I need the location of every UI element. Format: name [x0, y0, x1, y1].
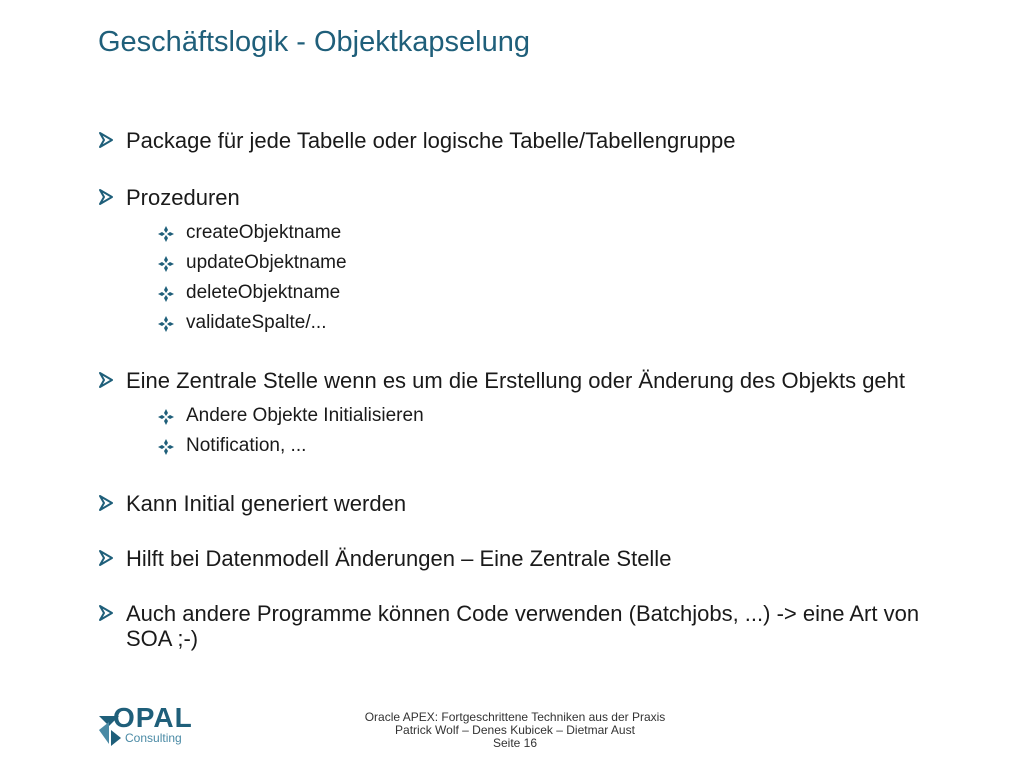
sub-bullet-text: createObjektname: [186, 222, 342, 243]
arrow-bullet-icon: [98, 371, 114, 389]
diamond-bullet-icon: [158, 256, 174, 272]
sub-bullet-text: Andere Objekte Initialisieren: [186, 405, 424, 426]
opal-consulting-logo: [97, 704, 197, 748]
bullet-text: Eine Zentrale Stelle wenn es um die Erstellung oder Änderung des Objekts geht: [126, 368, 906, 393]
diamond-bullet-icon: [158, 439, 174, 455]
bullet-item: [98, 491, 938, 516]
arrow-bullet-icon: [98, 131, 114, 149]
arrow-bullet-icon: [98, 604, 114, 622]
footer-page-number: Seite 16: [492, 736, 538, 750]
sub-bullet-text: Notification, ...: [186, 435, 307, 456]
sub-bullet-item: [98, 218, 938, 248]
slide-footer: [300, 711, 730, 750]
diamond-bullet-icon: [158, 226, 174, 242]
bullet-item: [98, 128, 938, 153]
sub-bullet-item: [98, 431, 938, 461]
arrow-bullet-icon: [98, 549, 114, 567]
arrow-bullet-icon: [98, 188, 114, 206]
bullet-item: [98, 185, 938, 210]
diamond-bullet-icon: [158, 316, 174, 332]
diamond-bullet-icon: [158, 286, 174, 302]
logo-tagline: Consulting: [125, 731, 182, 745]
sub-bullet-item: [98, 278, 938, 308]
sub-bullet-text: deleteObjektname: [186, 282, 341, 303]
sub-bullet-list: [98, 401, 938, 461]
bullet-text: Prozeduren: [126, 185, 240, 210]
sub-bullet-text: updateObjektname: [186, 252, 347, 273]
logo-name: OPAL: [113, 702, 193, 733]
footer-course-title: Oracle APEX: Fortgeschrittene Techniken aus der Praxis: [364, 710, 666, 724]
bullet-text: Hilft bei Datenmodell Änderungen – Eine Zentrale Stelle: [126, 546, 672, 571]
bullet-item: [98, 601, 938, 651]
bullet-text: Package für jede Tabelle oder logische Tabelle/Tabellengruppe: [126, 128, 736, 153]
footer-authors: Patrick Wolf – Denes Kubicek – Dietmar Aust: [395, 723, 635, 737]
sub-bullet-item: [98, 248, 938, 278]
bullet-text: Auch andere Programme können Code verwenden (Batchjobs, ...) -> eine Art von SOA ;-): [126, 601, 920, 651]
sub-bullet-list: [98, 218, 938, 338]
sub-bullet-item: [98, 308, 938, 338]
bullet-item: [98, 546, 938, 571]
diamond-bullet-icon: [158, 409, 174, 425]
sub-bullet-text: validateSpalte/...: [186, 312, 327, 333]
bullet-list: [98, 128, 938, 651]
bullet-text: Kann Initial generiert werden: [126, 491, 407, 516]
sub-bullet-item: [98, 401, 938, 431]
bullet-item: [98, 368, 938, 393]
arrow-bullet-icon: [98, 494, 114, 512]
slide-title: Geschäftslogik - Objektkapselung: [98, 26, 530, 58]
